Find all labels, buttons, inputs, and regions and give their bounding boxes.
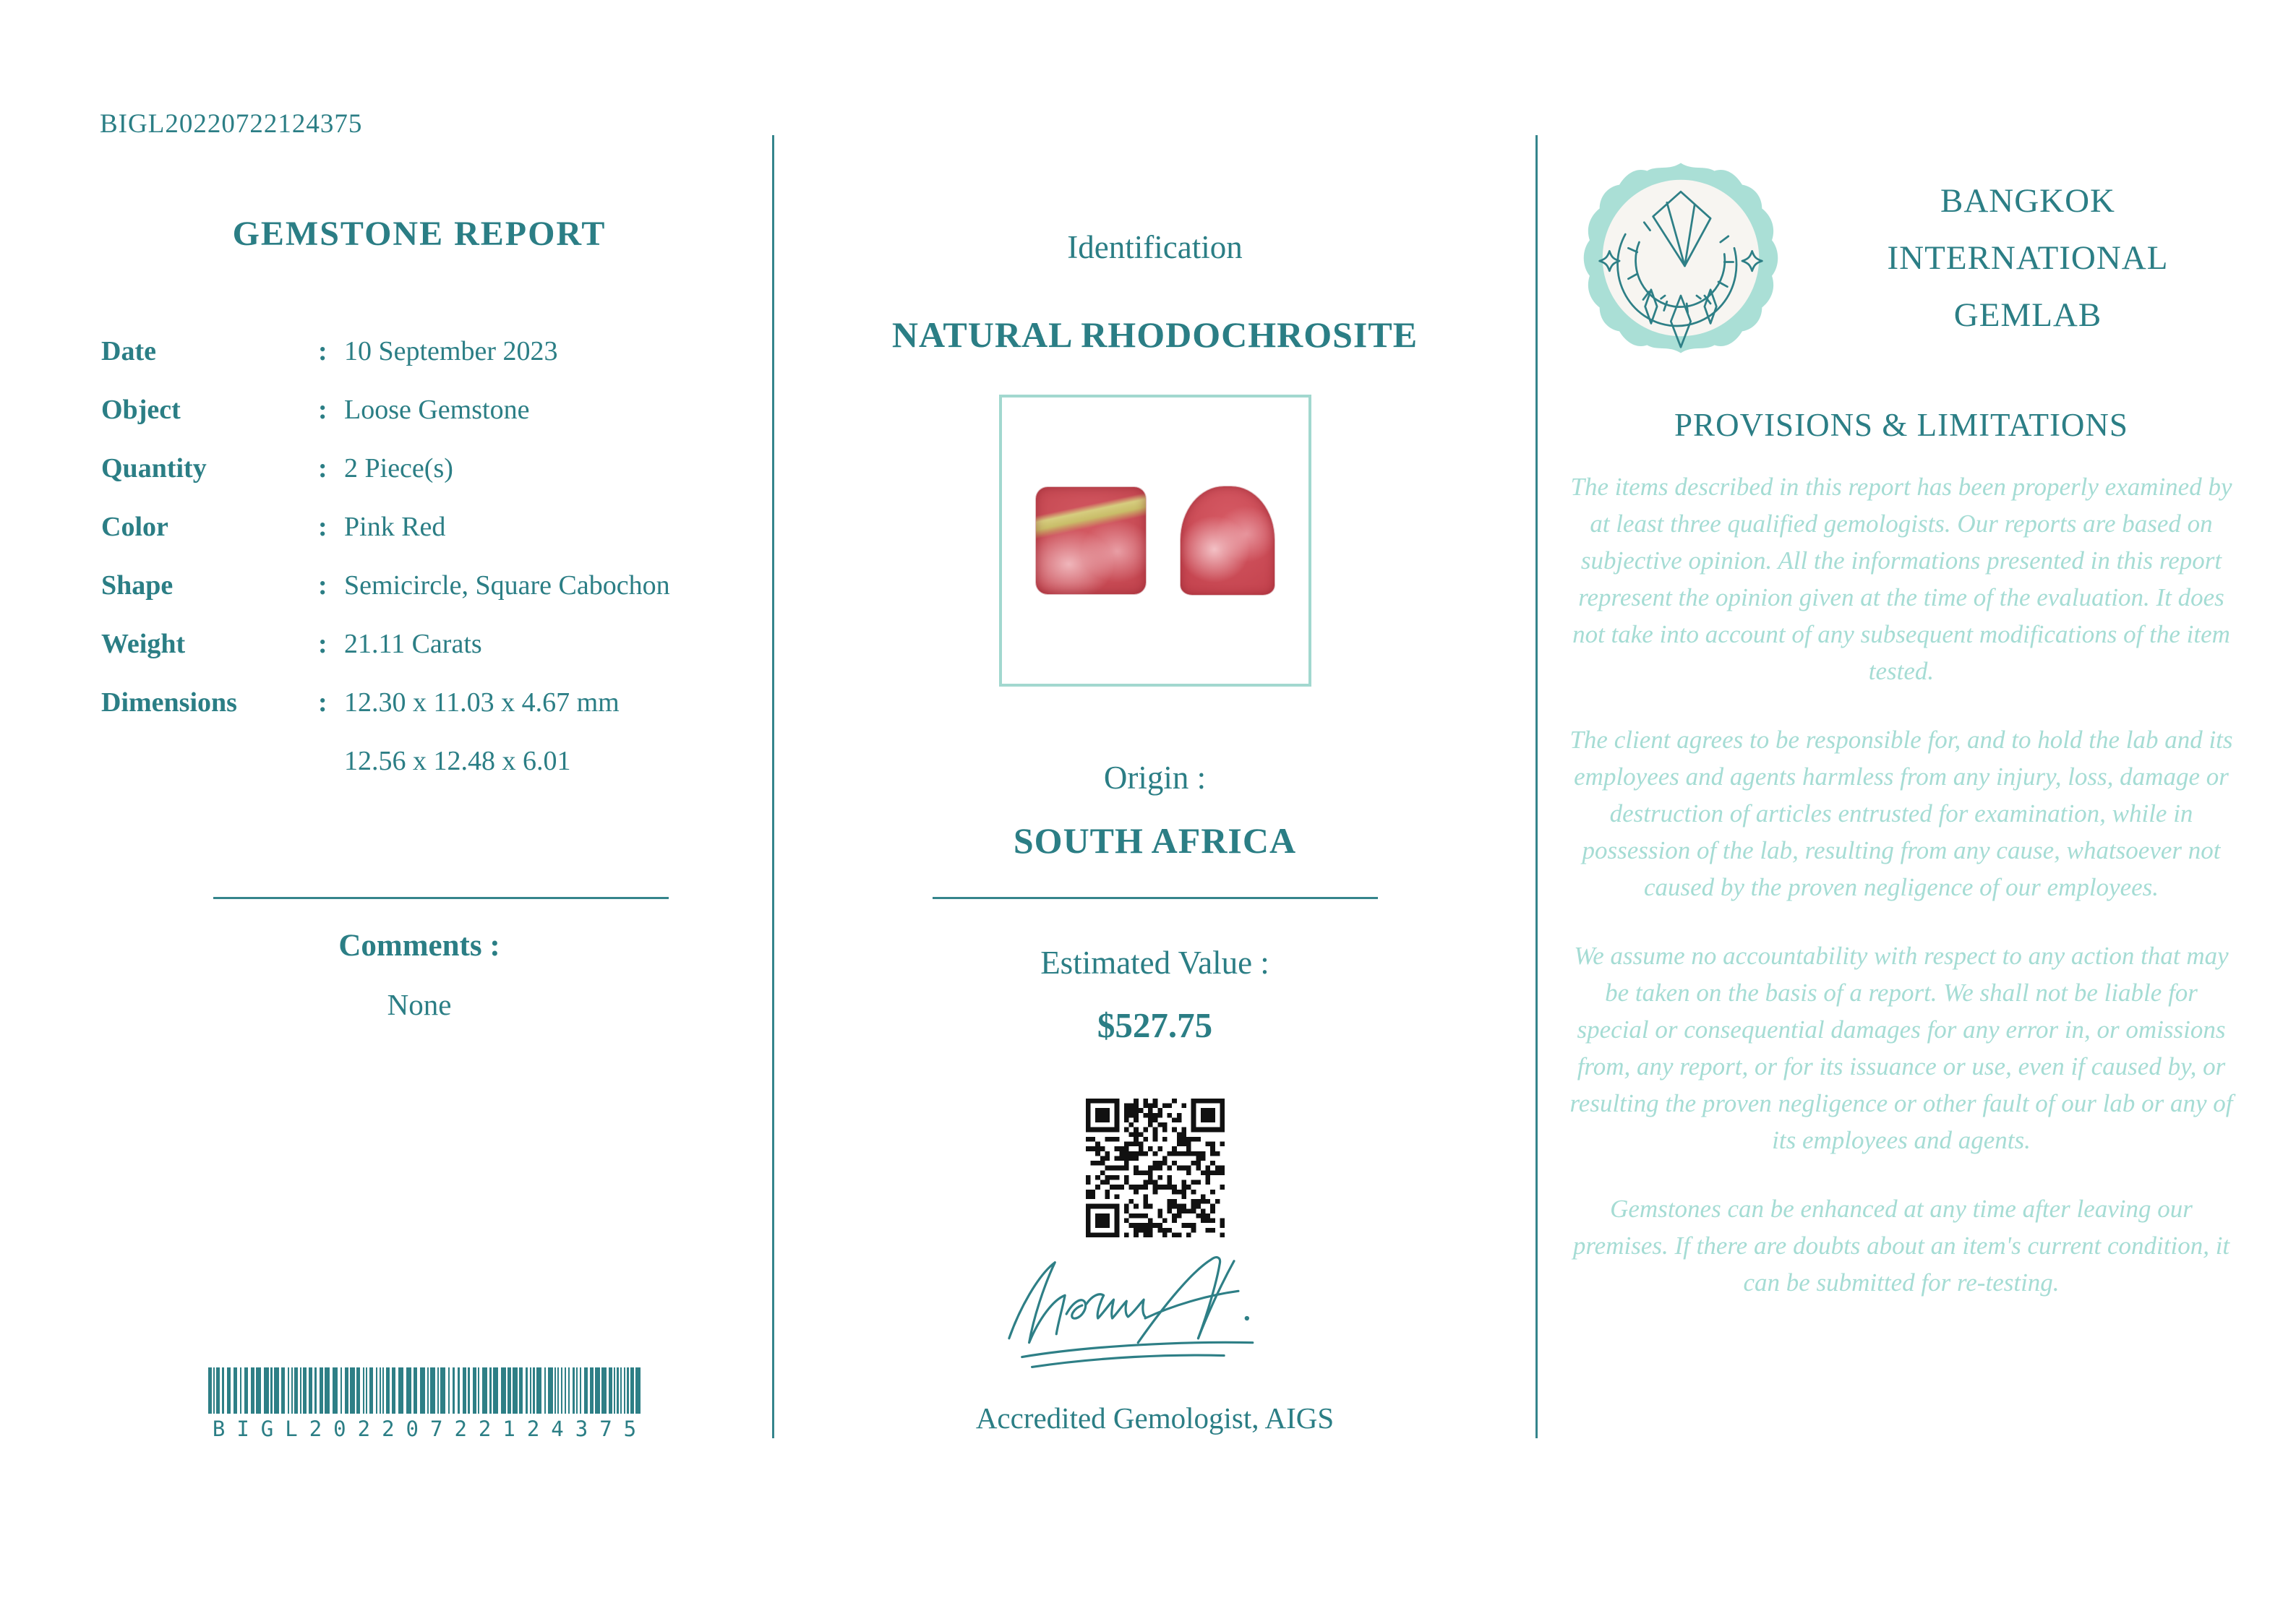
barcode	[208, 1367, 652, 1414]
field-value-continued: 12.56 x 12.48 x 6.01	[344, 746, 571, 776]
field-row-shape	[101, 571, 752, 600]
provisions-heading: PROVISIONS & LIMITATIONS	[1674, 407, 2128, 443]
field-value: Pink Red	[344, 512, 446, 542]
comments-divider	[213, 897, 669, 899]
field-value: Semicircle, Square Cabochon	[344, 570, 670, 601]
field-colon	[318, 337, 344, 366]
field-colon	[318, 454, 344, 483]
field-value: 10 September 2023	[344, 336, 558, 366]
origin-label: Origin :	[1103, 760, 1207, 796]
value-divider	[933, 897, 1378, 899]
field-row-dimensions-2	[101, 747, 752, 776]
lab-header	[1582, 159, 2250, 357]
field-row-quantity	[101, 454, 752, 483]
estimated-value-amount: $527.75	[1097, 1005, 1213, 1045]
gemologist-signature	[998, 1247, 1313, 1389]
lab-name	[1806, 173, 2250, 344]
provisions-paragraphs	[1567, 468, 2235, 1333]
lab-name-line: GEMLAB	[1953, 296, 2102, 334]
field-label: Date	[101, 336, 156, 366]
field-label: Color	[101, 512, 168, 542]
field-label: Shape	[101, 570, 174, 601]
lab-name-line: BANGKOK	[1940, 181, 2115, 220]
field-row-dimensions	[101, 688, 752, 717]
gem-semicircle-cabochon	[1181, 486, 1275, 595]
field-label: Dimensions	[101, 687, 237, 718]
comments-heading: Comments :	[338, 929, 500, 963]
report-title: GEMSTONE REPORT	[232, 215, 607, 253]
field-row-object	[101, 395, 752, 424]
comments-value: None	[387, 988, 452, 1021]
species-name: NATURAL RHODOCHROSITE	[891, 314, 1418, 355]
gemlab-logo-icon	[1582, 159, 1780, 357]
field-colon	[318, 512, 344, 541]
field-row-color	[101, 512, 752, 541]
provisions-paragraph-4: Gemstones can be enhanced at any time after leaving our premises. If there are doubts about an item's current condition, it can be submitted for re-testing.	[1572, 1195, 2230, 1297]
field-label: Weight	[101, 629, 186, 659]
field-colon	[318, 630, 344, 658]
field-label: Object	[101, 395, 181, 425]
identification-heading: Identification	[1067, 229, 1243, 265]
field-value: Loose Gemstone	[344, 395, 530, 425]
barcode-block	[208, 1367, 652, 1441]
provisions-paragraph-2: The client agrees to be responsible for, and to hold the lab and its employees and agents harmless from any injury, loss, damage or destruction of articles entrusted for examination, while in possession of the lab, resulting from any cause, whatsoever not caused by the proven negligence of our employees.	[1569, 726, 2233, 901]
field-colon	[318, 395, 344, 424]
field-row-date	[101, 337, 752, 366]
signatory-title: Accredited Gemologist, AIGS	[975, 1401, 1335, 1435]
report-fields	[101, 337, 752, 805]
provisions-paragraph-1: The items described in this report has been properly examined by at least three qualified gemologists. Our reports are based on subjective opinion. All the informations presented in this report represent the opinion given at the time of the evaluation. It does not take into account of any subsequent modifications of the item tested.	[1570, 473, 2232, 685]
field-value: 2 Piece(s)	[344, 453, 453, 484]
lab-name-line: INTERNATIONAL	[1887, 239, 2169, 277]
column-divider-right	[1535, 135, 1538, 1438]
field-label: Quantity	[101, 453, 207, 484]
field-value: 12.30 x 11.03 x 4.67 mm	[344, 687, 620, 718]
qr-code	[1086, 1099, 1225, 1237]
provisions-paragraph-3: We assume no accountability with respect to any action that may be taken on the basis of a report. We shall not be liable for special or consequential damages for any error in, or omissions from, any report, or for its issuance or use, even if caused by, or resulting the proven negligence or other fault of our lab or any of its employees and agents.	[1569, 942, 2233, 1154]
barcode-text: BIGL20220722124375	[212, 1417, 648, 1441]
gemstone-photo	[999, 395, 1311, 687]
origin-value: SOUTH AFRICA	[1013, 820, 1297, 861]
estimated-value-label: Estimated Value :	[1040, 945, 1269, 981]
field-colon	[318, 571, 344, 600]
report-number: BIGL20220722124375	[100, 109, 363, 139]
gem-square-cabochon	[1036, 487, 1146, 594]
field-row-weight	[101, 630, 752, 658]
field-colon	[318, 688, 344, 717]
field-value: 21.11 Carats	[344, 629, 482, 659]
